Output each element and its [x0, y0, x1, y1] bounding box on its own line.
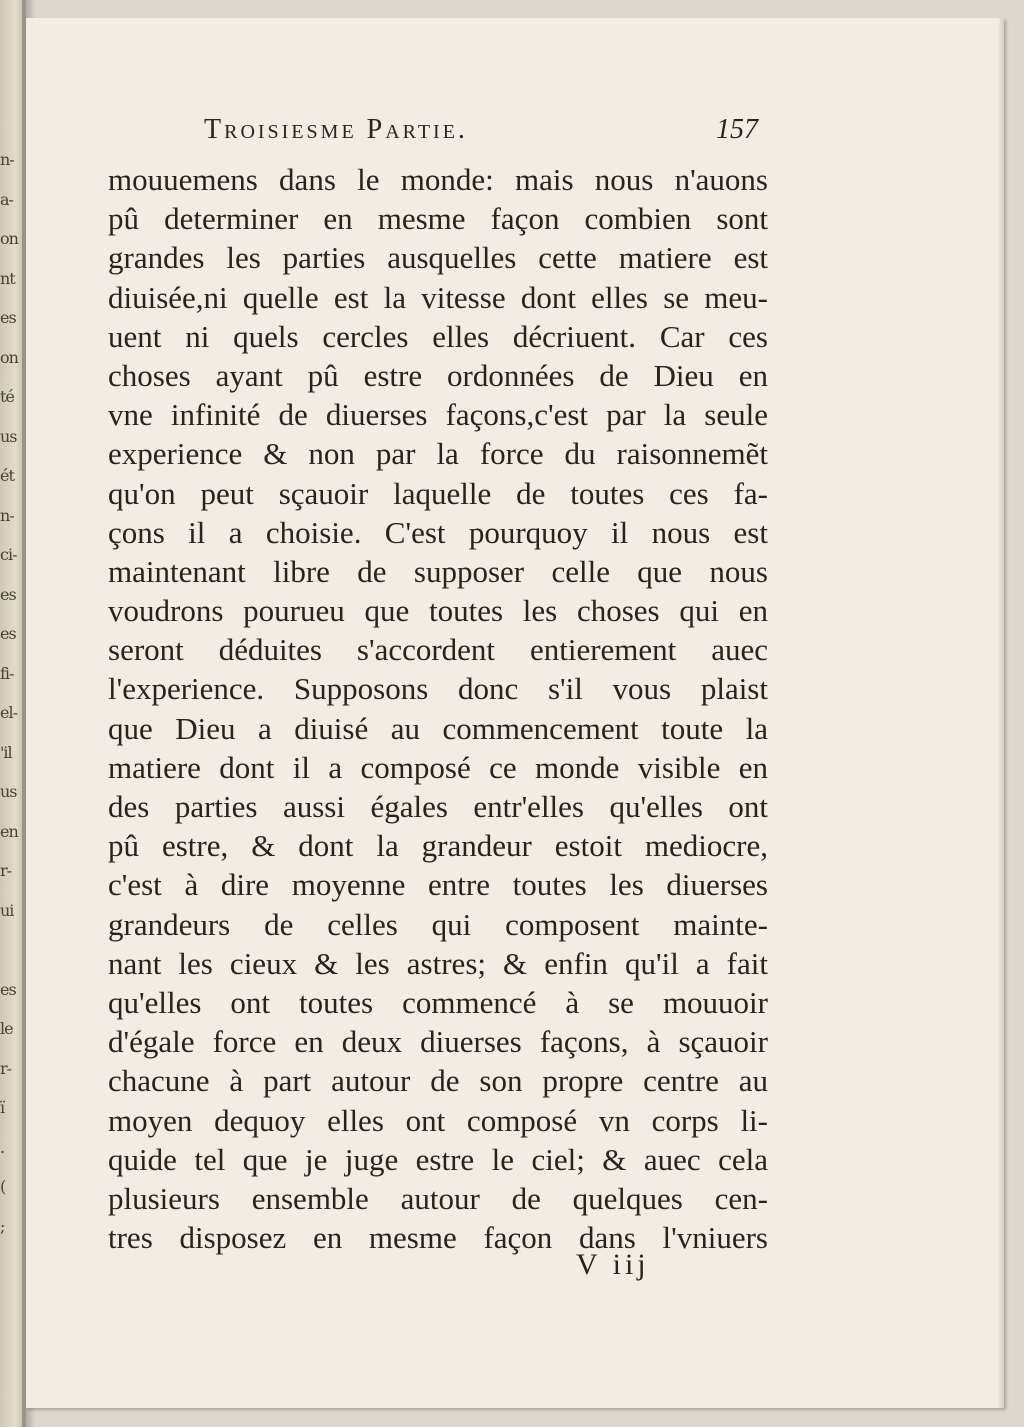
facing-page-fragment: fi-	[0, 663, 14, 683]
text-line: experience & non par la force du raisonnemẽt	[108, 436, 768, 472]
text-line: tres disposez en mesme façon dans l'vniuers	[108, 1220, 768, 1256]
text-line: voudrons pourueu que toutes les choses qui en	[108, 593, 768, 629]
text-line: uent ni quels cercles elles décriuent. Car ces	[108, 318, 768, 354]
text-line: matiere dont il a composé ce monde visible en	[108, 749, 768, 785]
text-line: choses ayant pû estre ordonnées de Dieu en	[108, 357, 768, 393]
facing-page-fragment: ï	[0, 1098, 5, 1117]
facing-page-fragment: .	[0, 1137, 5, 1157]
text-line: des parties aussi égales entr'elles qu'elles ont	[108, 789, 768, 824]
facing-page-fragment: nt	[0, 268, 15, 288]
text-line: maintenant libre de supposer celle que nous	[108, 553, 768, 589]
facing-page-fragment: on	[0, 347, 18, 367]
facing-page-fragment: r-	[0, 861, 12, 880]
text-line: mouuemens dans le monde: mais nous n'auons	[108, 162, 768, 197]
facing-page-fragment: ci-	[0, 545, 17, 564]
text-line: çons il a choisie. C'est pourquoy il nous est	[108, 514, 768, 550]
facing-page-fragment: us	[0, 426, 17, 446]
facing-page-fragment: ét	[0, 466, 14, 485]
facing-page-fragment: (	[0, 1177, 6, 1196]
facing-page-fragment: ;	[0, 1216, 5, 1236]
text-line: quide tel que je juge estre le ciel; & auec cela	[108, 1141, 768, 1177]
text-line: grandes les parties ausquelles cette matiere est	[108, 240, 768, 276]
text-line: qu'elles ont toutes commencé à se mouuoir	[108, 984, 768, 1020]
text-line: chacune à part autour de son propre centre au	[108, 1063, 768, 1099]
facing-page-fragment: es	[0, 584, 16, 604]
facing-page-fragment: té	[0, 387, 14, 406]
signature-mark: V iij	[576, 1248, 650, 1281]
running-title: Troisiesme Partie.	[204, 114, 468, 145]
text-line: nant les cieux & les astres; & enfin qu'il a fait	[108, 945, 768, 981]
text-line: grandeurs de celles qui composent mainte-	[108, 906, 768, 942]
text-line: plusieurs ensemble autour de quelques cen-	[108, 1180, 768, 1216]
facing-page-fragment: es	[0, 308, 16, 327]
book-page	[26, 18, 1004, 1408]
facing-page-fragment: le	[0, 1019, 13, 1038]
text-line: seront déduites s'accordent entierement auec	[108, 632, 768, 668]
facing-page-fragment: a-	[0, 189, 13, 209]
text-line: que Dieu a diuisé au commencement toute la	[108, 710, 768, 746]
text-line: d'égale force en deux diuerses façons, à sçauoir	[108, 1024, 768, 1060]
facing-page-fragment: es	[0, 979, 16, 999]
text-line: c'est à dire moyenne entre toutes les diuerses	[108, 867, 768, 903]
facing-page-fragment: n-	[0, 505, 14, 525]
body-text	[108, 160, 768, 1257]
facing-page-fragment: el-	[0, 703, 17, 722]
facing-page-fragment: n-	[0, 150, 14, 169]
page-number: 157	[716, 114, 758, 145]
facing-page-fragment: r-	[0, 1058, 12, 1078]
facing-page-fragment: 'il	[0, 742, 12, 762]
text-line: l'experience. Supposons donc s'il vous plaist	[108, 671, 768, 707]
page-edge-shading	[998, 18, 1004, 1408]
facing-page-fragment: en	[0, 821, 18, 841]
facing-page-fragment: us	[0, 782, 17, 801]
text-line: moyen dequoy elles ont composé vn corps li-	[108, 1102, 768, 1138]
running-head	[26, 114, 1004, 154]
text-line: pû estre, & dont la grandeur estoit mediocre,	[108, 828, 768, 864]
text-line: vne infinité de diuerses façons,c'est par la seule	[108, 397, 768, 433]
facing-page-fragment: on	[0, 229, 18, 248]
facing-page-fragment: es	[0, 624, 16, 643]
facing-page-fragment: ui	[0, 900, 14, 920]
text-line: diuisée,ni quelle est la vitesse dont elles se meu-	[108, 279, 768, 315]
text-line: qu'on peut sçauoir laquelle de toutes ces fa-	[108, 475, 768, 511]
text-line: pû determiner en mesme façon combien sont	[108, 201, 768, 237]
